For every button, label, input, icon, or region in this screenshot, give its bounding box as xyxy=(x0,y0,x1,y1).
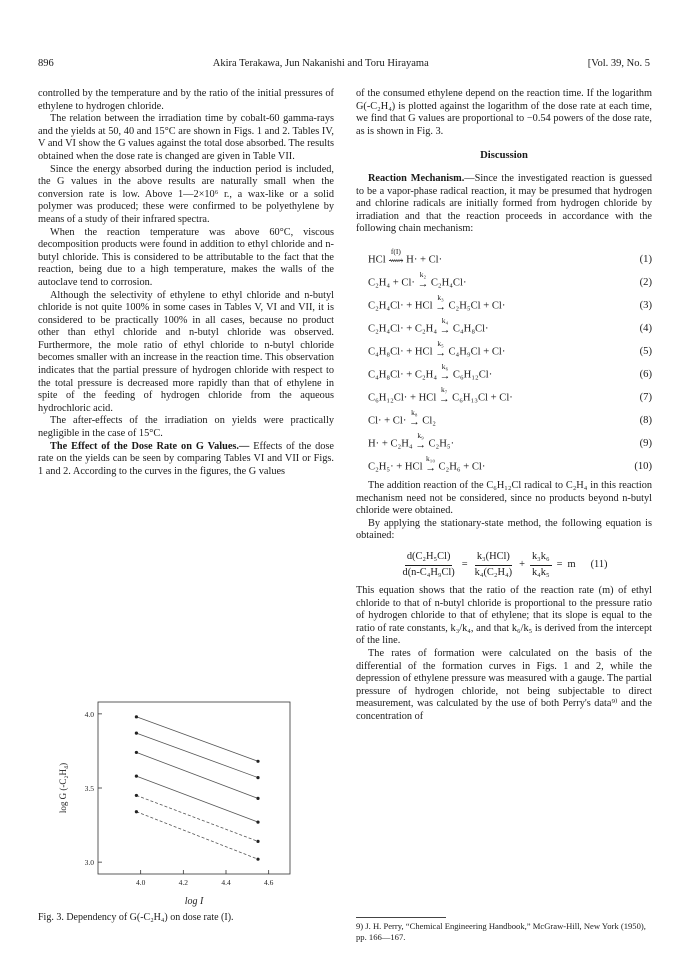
reaction-arrow: ⟿ xyxy=(388,255,404,267)
equation-number: (7) xyxy=(639,392,652,404)
reaction-arrow: → xyxy=(439,370,451,382)
series-line xyxy=(136,752,258,798)
reaction-equation: C₆H₁₂Cl· + HCl k₇ → C₆H₁₃Cl + Cl· (7) xyxy=(368,384,652,405)
fraction: $\frac{\text{d(C₂H₅Cl)}}{\text{d(n-C₄H₉Cl)}}$ xyxy=(402,550,455,578)
data-point xyxy=(256,821,259,824)
right-column xyxy=(356,88,652,724)
paragraph: The addition reaction of the C₆H₁₂Cl radical to C₂H₄ in this reaction mechanism need not be considered, since no products beyond n-butyl chloride were obtained. xyxy=(356,479,652,517)
rate-constant: k₂ xyxy=(419,269,427,279)
data-point xyxy=(135,715,138,718)
paragraph: Since the energy absorbed during the induction period is included, the G values in the above results are naturally small when the conversion rate is low. Above 1—2×10⁶ r., a wax-like or a solid polymer was produced; these were confirmed to be polyethylene by means of a study of their infrared spectra. xyxy=(38,163,334,225)
reaction-arrow: → xyxy=(409,416,420,428)
equation-number: (8) xyxy=(639,415,652,427)
volume-info: [Vol. 39, No. 5 xyxy=(587,58,650,69)
rate-equation: $\frac{\text{d(C₂H₅Cl)}}{\text{d(n-C₄H₉Cl)}}$ = $\frac{\text{k₃(HCl)}}{\text{k₄(C₂H₄)}}$ + $\frac{\text{k₃k₆}}{\text{k₄k₅}}$ = m (11) xyxy=(402,550,608,578)
data-point xyxy=(256,776,259,779)
data-point xyxy=(135,751,138,754)
mechanism-heading: Reaction Mechanism. xyxy=(368,172,465,184)
footnote-rule xyxy=(356,917,446,918)
equation-number: (1) xyxy=(639,254,652,266)
data-point xyxy=(135,732,138,735)
reaction-arrow: → xyxy=(417,278,429,290)
data-point xyxy=(256,840,259,843)
reaction-equation: C₄H₈Cl· + C₂H₄ k₆ → C₆H₁₂Cl· (6) xyxy=(368,361,652,382)
paragraph: The after-effects of the irradiation on yields were practically negligible in the case of 15°C. xyxy=(38,415,334,440)
paragraph: When the reaction temperature was above 60°C, viscous decomposition products were found in addition to ethyl chloride and n-butyl chloride. This is considered to be attributable to the fact that the reaction, being due to a high temperature, makes the walls of the autoclave tend to corrosion. xyxy=(38,226,334,288)
data-point xyxy=(256,797,259,800)
equation-number: (9) xyxy=(639,438,652,450)
paragraph: This equation shows that the ratio of the reaction rate (m) of ethyl chloride to that of n-butyl chloride is proportional to the pressure ratio of hydrogen chloride to that of ethylene; that its slope is equal to the ratio of rate constants, k₃/k₄, and that k₆/k₅ is derived from the intercept of the line. xyxy=(356,585,652,647)
reaction-arrow: → xyxy=(439,324,451,336)
paragraph: By applying the stationary-state method, the following equation is obtained: xyxy=(356,517,652,542)
reaction-arrow: → xyxy=(438,393,450,405)
discussion-heading: Discussion xyxy=(480,150,528,162)
data-point xyxy=(256,858,259,861)
rate-constant: k₁₀ xyxy=(426,453,435,463)
data-point xyxy=(256,760,259,763)
paragraph: The relation between the irradiation time by cobalt-60 gamma-rays and the yields at 50, 40 and 15°C are shown in Figs. 1 and 2. Tables IV, V and VI show the G values against the total dose absorbed. The results obtained when the dose rate is changed are given in Table VII. xyxy=(38,113,334,162)
footnote: 9) J. H. Perry, “Chemical Engineering Handbook,” McGraw-Hill, New York (1950), pp. 166—167. xyxy=(356,921,646,942)
reaction-equation: C₂H₄Cl· + HCl k₃ → C₂H₅Cl + Cl· (3) xyxy=(368,292,652,313)
y-tick-label: 3.0 xyxy=(84,858,94,868)
figure-3 xyxy=(38,688,338,948)
rate-constant: k₇ xyxy=(441,384,448,394)
mechanism-paragraph: Reaction Mechanism.—Since the investigated reaction is guessed to be a vapor-phase radical reaction, it may be presumed that hydrogen and chlorine radicals are initially formed from hydrogen chloride by irradiation and that the reaction proceeds in accordance with the following chain mechanism: xyxy=(356,172,652,235)
y-axis-label: log G (-C₂H₄) xyxy=(58,762,68,814)
rate-constant: k₈ xyxy=(411,407,418,417)
log-plot xyxy=(38,688,338,910)
reaction-equation: HCl f(I) ⟿ H· + Cl· (1) xyxy=(368,246,652,267)
paragraph: Although the selectivity of ethylene to ethyl chloride and n-butyl chloride is not quite 100% in some cases in Tables V, VI and VII, it is considered to be practically 100% in all cases, because no product other than ethyl chloride and n-butyl chloride was observed. Furthermore, the mole ratio of ethyl chloride to n-butyl chloride becomes smaller with an increase in the reaction time. This observation indicates that the partial pressure of hydrogen chloride with respect to the total pressure is decreased more rapidly than that of ethylene in spite of the feeding of hydrogen chloride from the aqueous hydrochloric acid. xyxy=(38,289,334,414)
reaction-arrow: → xyxy=(435,347,446,359)
x-tick-label: 4.2 xyxy=(178,878,189,887)
reaction-equation: Cl· + Cl· k₈ → Cl₂ (8) xyxy=(368,407,652,428)
y-tick-label: 3.5 xyxy=(84,784,94,793)
reaction-equation: C₂H₄ + Cl· k₂ → C₂H₄Cl· (2) xyxy=(368,269,652,290)
reaction-equation: C₂H₅· + HCl k₁₀ → C₂H₆ + Cl· (10) xyxy=(368,453,652,474)
series-line xyxy=(136,776,258,822)
rate-constant: k₄ xyxy=(441,315,449,325)
paragraph: The rates of formation were calculated on the basis of the differential of the formation curves in Figs. 1 and 2, while the depression of ethylene pressure was measured with a gauge. The partial pressure of hydrogen chloride, not being subjectable to direct measurement, was calculated by the use of both Perry's data⁹⁾ and the concentration of xyxy=(356,648,652,723)
data-point xyxy=(135,775,138,778)
fraction: $\frac{\text{k₃k₆}}{\text{k₄k₅}}$ xyxy=(531,550,550,578)
plot-frame xyxy=(98,702,290,874)
equation-number: (3) xyxy=(639,300,652,312)
reaction-equation: C₄H₈Cl· + HCl k₅ → C₄H₉Cl + Cl· (5) xyxy=(368,338,652,359)
equation-number: (5) xyxy=(639,346,652,358)
x-tick-label: 4.0 xyxy=(135,878,146,887)
rate-constant: f(I) xyxy=(390,246,401,256)
page-header xyxy=(38,58,650,69)
equation-number: (4) xyxy=(639,323,652,335)
series-line xyxy=(136,795,258,841)
running-authors: Akira Terakawa, Jun Nakanishi and Toru Hirayama xyxy=(212,58,429,69)
rate-constant: k₆ xyxy=(441,361,449,371)
rate-constant: k₉ xyxy=(417,430,424,440)
reaction-equation: H· + C₂H₄ k₉ → C₂H₅· (9) xyxy=(368,430,652,451)
equation-number: (11) xyxy=(590,558,608,570)
reaction-equations xyxy=(356,244,652,474)
x-tick-label: 4.4 xyxy=(221,878,231,887)
figure-caption: Fig. 3. Dependency of G(-C₂H₄) on dose rate (I). xyxy=(38,912,234,923)
y-tick-label: 4.0 xyxy=(84,709,94,719)
page-number: 896 xyxy=(38,58,54,69)
x-tick-label: 4.6 xyxy=(263,878,274,887)
data-point xyxy=(135,794,138,797)
equation-number: (2) xyxy=(639,277,652,289)
dose-rate-paragraph: The Effect of the Dose Rate on G Values.— Effects of the dose rate on the yields can be seen by comparing Tables VI and VII or Figs. 1 and 2. According to the curves in the figures, the G values xyxy=(38,440,334,477)
data-point xyxy=(135,810,138,813)
paragraph: of the consumed ethylene depend on the reaction time. If the logarithm G(-C₂H₄) is plotted against the logarithm of the dose rate at each time, we find that G values are proportional to −0.54 powers of the dose rate, as is shown in Fig. 3. xyxy=(356,88,652,137)
left-column xyxy=(38,88,334,478)
x-axis-label: log I xyxy=(184,896,204,907)
rate-constant: k₅ xyxy=(437,338,444,348)
reaction-equation: C₂H₄Cl· + C₂H₄ k₄ → C₄H₈Cl· (4) xyxy=(368,315,652,336)
series-line xyxy=(136,717,258,762)
reaction-arrow: → xyxy=(435,301,446,313)
equation-number: (10) xyxy=(634,461,652,473)
equation-number: (6) xyxy=(639,369,652,381)
rate-constant: k₃ xyxy=(437,292,444,302)
paragraph: controlled by the temperature and by the ratio of the initial pressures of ethylene to hydrogen chloride. xyxy=(38,88,334,112)
fraction: $\frac{\text{k₃(HCl)}}{\text{k₄(C₂H₄)}}$ xyxy=(474,550,513,578)
dose-rate-heading: The Effect of the Dose Rate on G Values.— xyxy=(50,440,250,452)
series-line xyxy=(136,733,258,778)
reaction-arrow: → xyxy=(425,462,436,474)
reaction-arrow: → xyxy=(415,439,426,451)
